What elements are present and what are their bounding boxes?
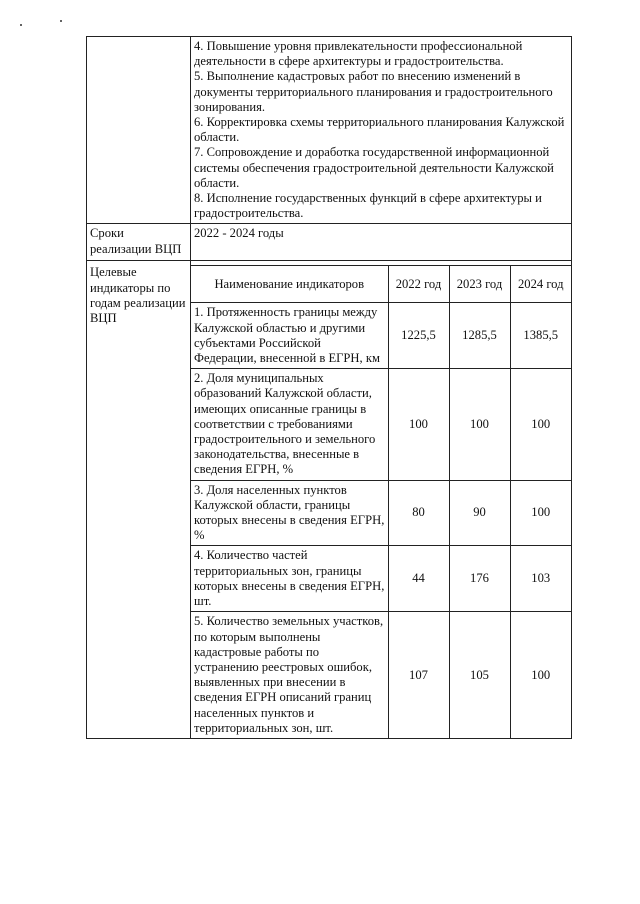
period-value: 2022 - 2024 годы — [191, 224, 572, 261]
indicator-value-2022: 107 — [388, 612, 449, 738]
indicators-cell — [191, 261, 572, 738]
indicator-value-2022: 100 — [388, 369, 449, 480]
indicator-value-2024: 100 — [510, 612, 571, 738]
table-row — [191, 546, 571, 612]
indicator-value-2023: 100 — [449, 369, 510, 480]
indicator-value-2022: 44 — [388, 546, 449, 612]
indicator-name: 5. Количество земельных участков, по которым выполнены кадастровые работы по устранению реестровых ошибок, выявленных при внесении в сведения ЕГРН описаний границ населенных пунктов и территориальных зон, шт. — [191, 612, 388, 738]
indicator-name: 3. Доля населенных пунктов Калужской области, границы которых внесены в сведения ЕГРН, % — [191, 480, 388, 546]
indicators-label: Целевые индикаторы по годам реализации ВЦП — [87, 261, 191, 738]
indicator-value-2024: 1385,5 — [510, 303, 571, 369]
period-label: Сроки реализации ВЦП — [87, 224, 191, 261]
indicator-value-2023: 90 — [449, 480, 510, 546]
tasks-list — [191, 37, 572, 224]
indicator-name: 4. Количество частей территориальных зон, границы которых внесены в сведения ЕГРН, шт. — [191, 546, 388, 612]
period-row — [87, 224, 572, 261]
table-row — [191, 369, 571, 480]
program-passport-table — [86, 36, 572, 739]
header-year-2022: 2022 год — [388, 266, 449, 303]
table-row — [191, 303, 571, 369]
task-item: 6. Корректировка схемы территориального планирования Калужской области. — [194, 115, 565, 145]
header-year-2023: 2023 год — [449, 266, 510, 303]
scan-speck — [20, 24, 22, 26]
task-item: 7. Сопровождение и доработка государственной информационной системы обеспечения градостроительной деятельности Калужской области. — [194, 145, 554, 190]
scan-speck — [60, 20, 62, 22]
task-item: 4. Повышение уровня привлекательности профессиональной деятельности в сфере архитектуры и градостроительства. — [194, 39, 523, 69]
indicator-value-2024: 100 — [510, 369, 571, 480]
indicators-header-row — [191, 266, 571, 303]
header-year-2024: 2024 год — [510, 266, 571, 303]
indicator-value-2023: 1285,5 — [449, 303, 510, 369]
indicator-value-2023: 176 — [449, 546, 510, 612]
indicator-value-2024: 103 — [510, 546, 571, 612]
task-item: 8. Исполнение государственных функций в сфере архитектуры и градостроительства. — [194, 191, 542, 221]
indicator-value-2023: 105 — [449, 612, 510, 738]
indicator-name: 1. Протяженность границы между Калужской областью и другими субъектами Российской Федерации, внесенной в ЕГРН, км — [191, 303, 388, 369]
tasks-row — [87, 37, 572, 224]
header-name: Наименование индикаторов — [191, 266, 388, 303]
indicator-value-2024: 100 — [510, 480, 571, 546]
indicator-value-2022: 1225,5 — [388, 303, 449, 369]
indicators-table — [191, 265, 571, 737]
tasks-left-cell — [87, 37, 191, 224]
indicators-row — [87, 261, 572, 738]
table-row — [191, 612, 571, 738]
table-row — [191, 480, 571, 546]
indicator-name: 2. Доля муниципальных образований Калужской области, имеющих описанные границы в соответствии с требованиями градостроительного и земельного законодательства, внесенные в сведения ЕГРН, % — [191, 369, 388, 480]
task-item: 5. Выполнение кадастровых работ по внесению изменений в документы территориального планирования и градостроительного зонирования. — [194, 69, 553, 114]
indicator-value-2022: 80 — [388, 480, 449, 546]
